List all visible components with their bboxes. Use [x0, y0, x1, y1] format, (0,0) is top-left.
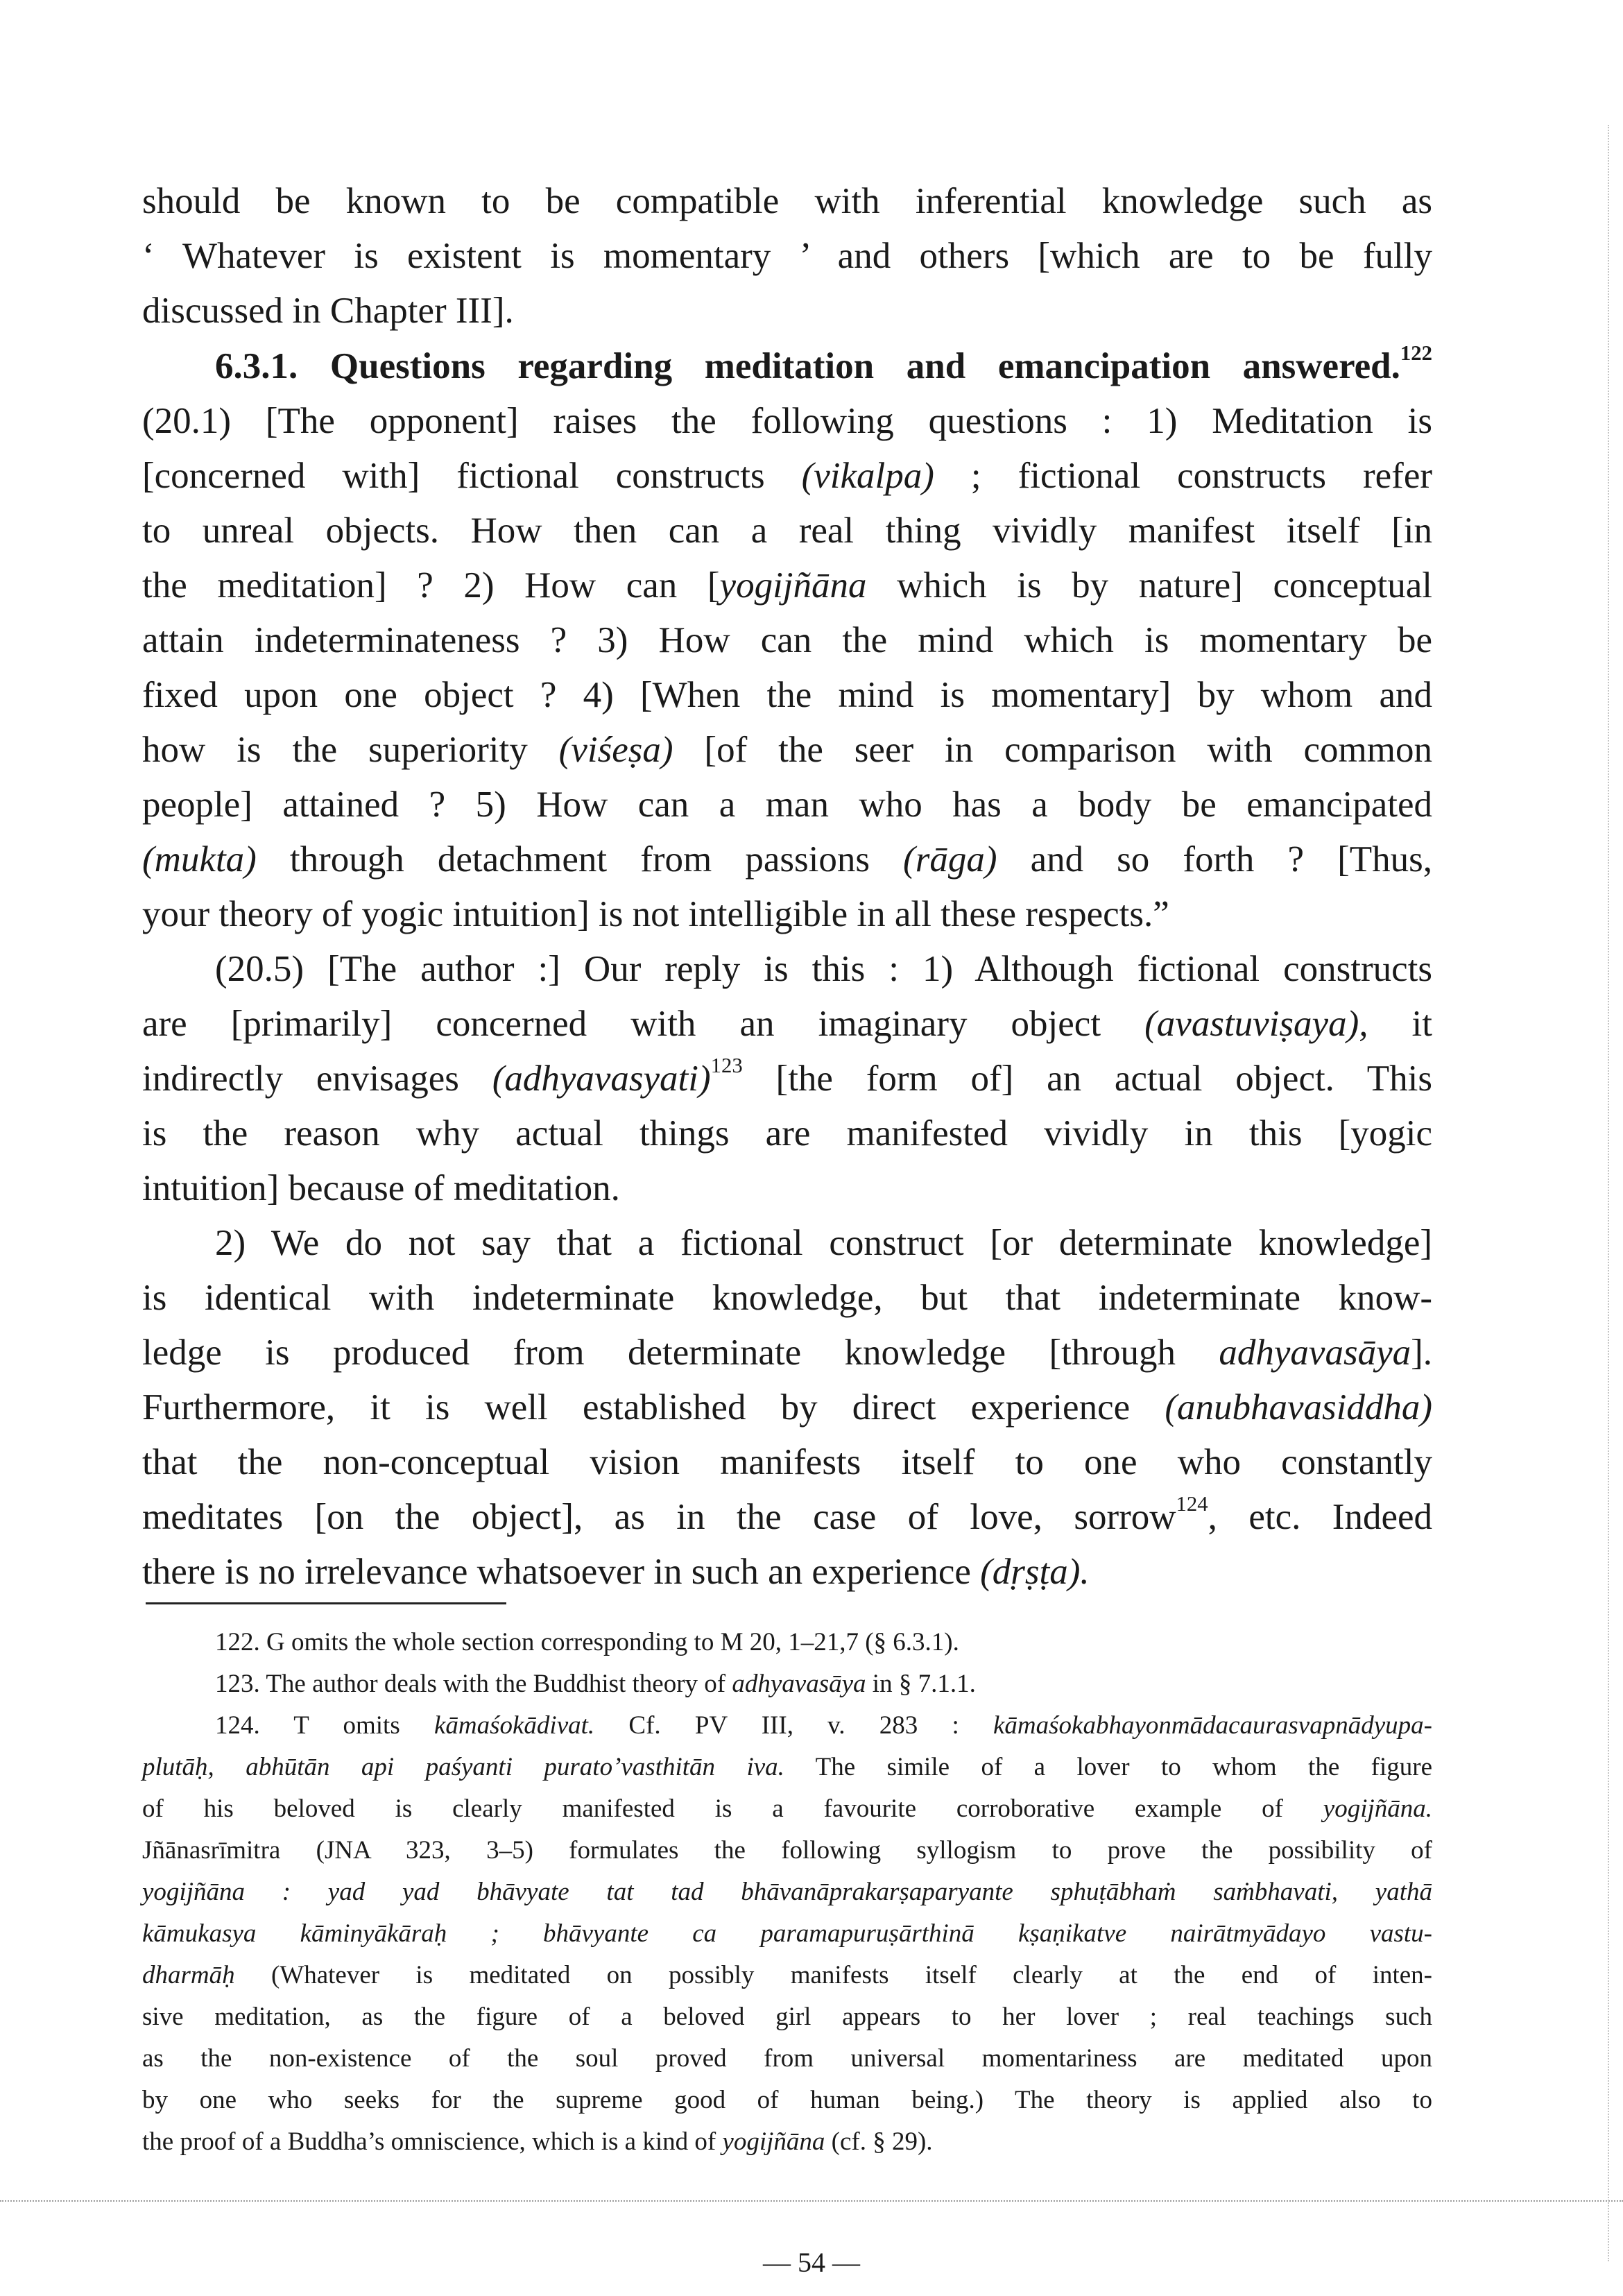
- text-line: should be known to be compatible with inferential knowledge such as: [142, 181, 1432, 221]
- footnote-line: by one who seeks for the supreme good of human being.) The theory is applied also to: [142, 2086, 1432, 2114]
- text-line: that the non-conceptual vision manifests itself to one who constantly: [142, 1442, 1432, 1482]
- text-line: attain indeterminateness ? 3) How can the mind which is momentary be: [142, 620, 1432, 660]
- term-visesa: (viśeṣa): [558, 730, 673, 770]
- section-number: 6.3.1.: [215, 346, 298, 386]
- text-line: your theory of yogic intuition] is not intelligible in all these respects.”: [142, 894, 1169, 934]
- term-anubhavasiddha: (anubhavasiddha): [1165, 1387, 1432, 1428]
- text-line: meditates [on the object], as in the case of love, sorrow$^{124}$, etc. Indeed: [142, 1491, 1432, 1537]
- footnote-line: yogijñāna : yad yad bhāvyate tat tad bhāvanāprakarṣaparyante sphuṭābhaṁ saṁbhavati, yathā: [142, 1878, 1432, 1906]
- term-adhyavasyati: (adhyavasyati): [492, 1059, 711, 1099]
- term-mukta: (mukta): [142, 839, 257, 880]
- text-line: indirectly envisages (adhyavasyati)$^{123}$ [the form of] an actual object. This: [142, 1053, 1432, 1099]
- text-line: is the reason why actual things are manifested vividly in this [yogic: [142, 1113, 1432, 1154]
- text-line: (20.1) [The opponent] raises the following questions : 1) Meditation is: [142, 401, 1432, 441]
- text-line: (mukta) through detachment from passions (rāga) and so forth ? [Thus,: [142, 839, 1432, 880]
- term-raga: (rāga): [903, 839, 997, 880]
- text-line: (20.5) [The author :] Our reply is this : 1) Although fictional constructs: [215, 949, 1432, 989]
- footnote-line: of his beloved is clearly manifested is a favourite corroborative example of yogijñāna.: [142, 1794, 1432, 1823]
- scan-edge-vertical: [1608, 125, 1609, 2261]
- text-line: there is no irrelevance whatsoever in such an experience (dṛṣṭa).: [142, 1552, 1090, 1592]
- footnote-123: 123. The author deals with the Buddhist theory of adhyavasāya in § 7.1.1.: [215, 1670, 976, 1698]
- footnote-line: plutāḥ, abhūtān api paśyanti purato’vasthitān iva. The simile of a lover to whom the figure: [142, 1753, 1432, 1781]
- term-adhyavasaya: adhyavasāya: [1219, 1333, 1411, 1373]
- footnote-ref-122: 122: [1400, 341, 1432, 365]
- footnote-line: as the non-existence of the soul proved from universal momentariness are meditated upon: [142, 2044, 1432, 2073]
- term-yogijnana: yogijñāna: [719, 565, 867, 606]
- footnote-line: dharmāḥ (Whatever is meditated on possibly manifests itself clearly at the end of inten-: [142, 1961, 1432, 1989]
- footnote-line: the proof of a Buddha’s omniscience, which is a kind of yogijñāna (cf. § 29).: [142, 2127, 933, 2156]
- footnote-ref-124: 124: [1176, 1491, 1208, 1516]
- term-avastuvisaya: (avastuviṣaya),: [1144, 1004, 1368, 1044]
- footnote-line: kāmukasya kāminyākāraḥ ; bhāvyante ca paramapuruṣārthinā kṣaṇikatve nairātmyādayo vastu-: [142, 1919, 1432, 1948]
- text-line: [concerned with] fictional constructs (vikalpa) ; fictional constructs refer: [142, 456, 1432, 496]
- text-line: is identical with indeterminate knowledge, but that indeterminate know-: [142, 1278, 1432, 1318]
- page-number: — 54 —: [763, 2247, 860, 2278]
- text-line: discussed in Chapter III].: [142, 291, 514, 331]
- text-line: intuition] because of meditation.: [142, 1168, 620, 1208]
- text-line: are [primarily] concerned with an imaginary object (avastuviṣaya), it: [142, 1004, 1432, 1044]
- footnote-124: 124. T omits kāmaśokādivat. Cf. PV III, v. 283 : kāmaśokabhayonmādacaurasvapnādyupa-: [215, 1711, 1432, 1740]
- text-line: 2) We do not say that a fictional construct [or determinate knowledge]: [215, 1223, 1432, 1263]
- text-line: people] attained ? 5) How can a man who has a body be emancipated: [142, 785, 1432, 825]
- section-heading: [142, 339, 1432, 394]
- text-line: fixed upon one object ? 4) [When the mind is momentary] by whom and: [142, 675, 1432, 715]
- text-line: the meditation] ? 2) How can [yogijñāna which is by nature] conceptual: [142, 565, 1432, 606]
- text-line: ‘ Whatever is existent is momentary ’ and others [which are to be fully: [142, 236, 1432, 276]
- text-line: ledge is produced from determinate knowledge [through adhyavasāya].: [142, 1333, 1432, 1373]
- term-drsta: (dṛṣṭa).: [980, 1552, 1090, 1592]
- footnote-122: 122. G omits the whole section corresponding to M 20, 1–21,7 (§ 6.3.1).: [215, 1628, 959, 1656]
- section-title: Questions regarding meditation and emancipation answered.: [329, 346, 1400, 386]
- scan-edge-line: [0, 2200, 1623, 2202]
- footnote-line: sive meditation, as the figure of a beloved girl appears to her lover ; real teachings such: [142, 2003, 1432, 2031]
- term-vikalpa: (vikalpa): [801, 456, 934, 496]
- text-line: how is the superiority (viśeṣa) [of the seer in comparison with common: [142, 730, 1432, 770]
- text-line: to unreal objects. How then can a real thing vividly manifest itself [in: [142, 511, 1432, 551]
- footnote-line: Jñānasrīmitra (JNA 323, 3–5) formulates the following syllogism to prove the possibility of: [142, 1836, 1432, 1865]
- footnote-ref-123: 123: [710, 1053, 743, 1077]
- text-line: Furthermore, it is well established by direct experience (anubhavasiddha): [142, 1387, 1432, 1428]
- footnote-rule: [146, 1602, 506, 1604]
